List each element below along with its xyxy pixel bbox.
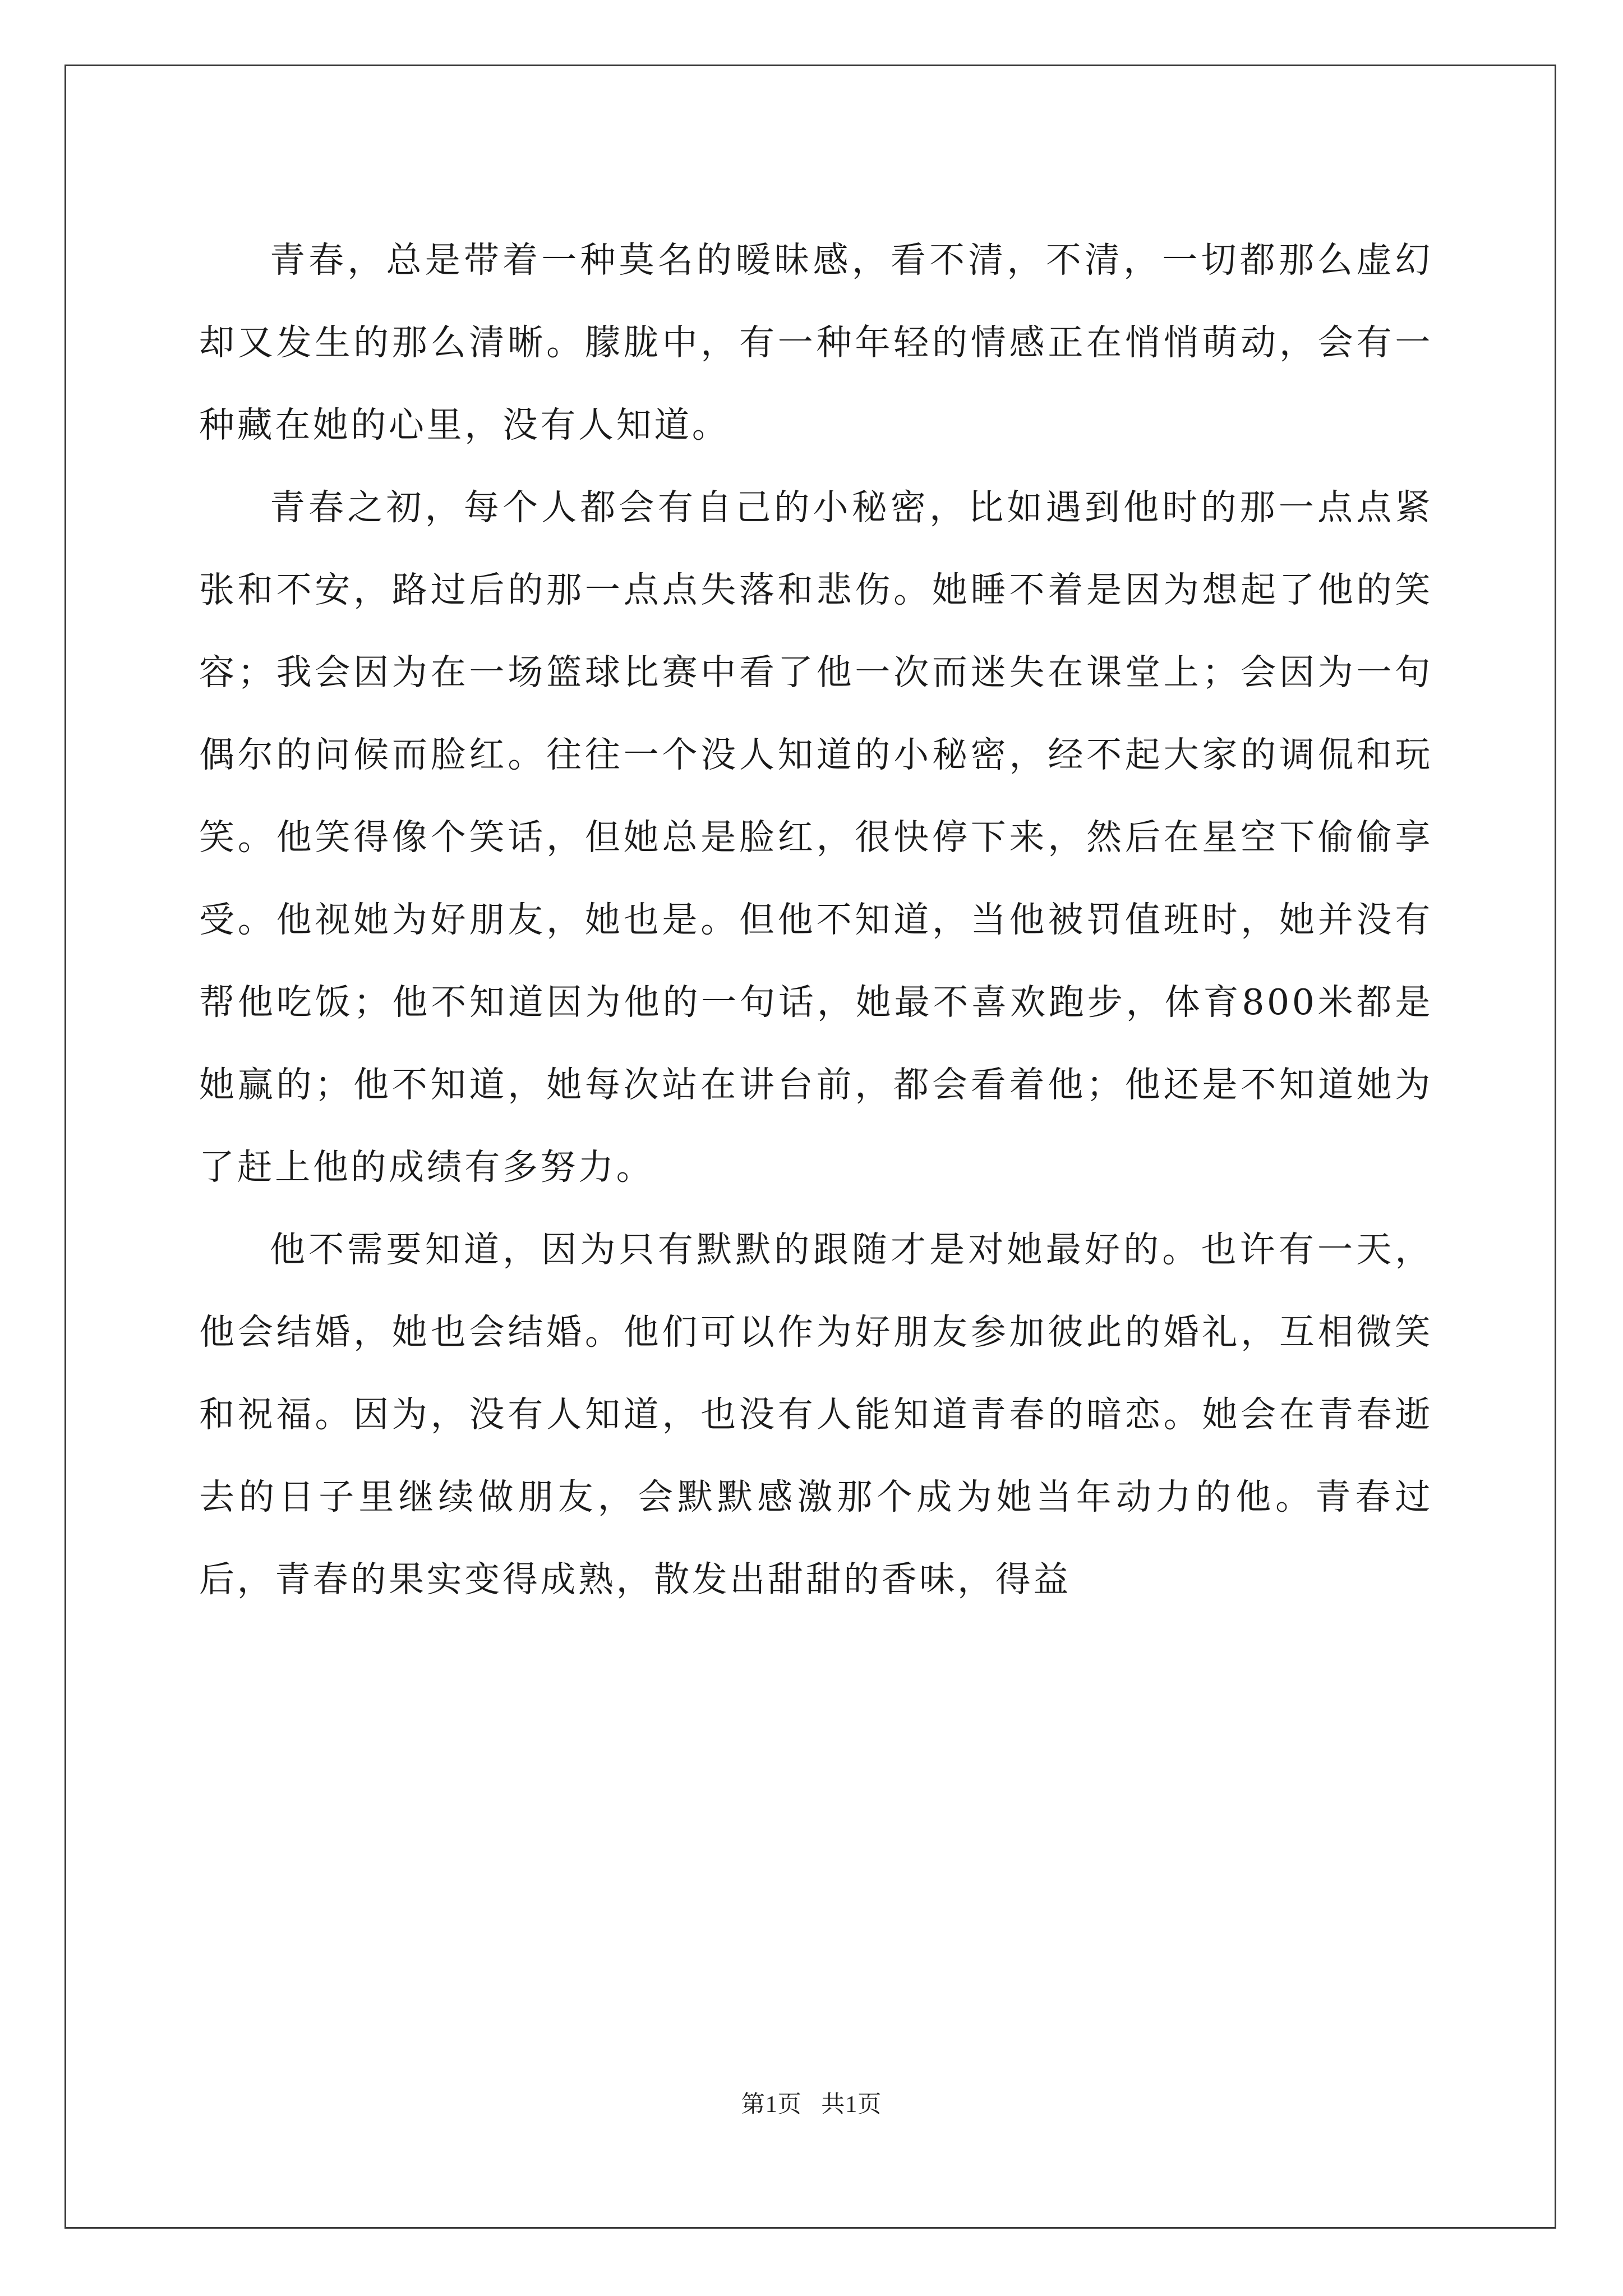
page-footer: [0, 2086, 1623, 2119]
page-total: 共1页: [821, 2092, 882, 2118]
paragraph-2: 青春之初，每个人都会有自己的小秘密，比如遇到他时的那一点点紧张和不安，路过后的那一点点失落和悲伤。她睡不着是因为想起了他的笑容；我会因为在一场篮球比赛中看了他一次而迷失在课堂上；会因为一句偶尔的问候而脸红。往往一个没人知道的小秘密，经不起大家的调侃和玩笑。他笑得像个笑话，但她总是脸红，很快停下来，然后在星空下偷偷享受。他视她为好朋友，她也是。但他不知道，当他被罚值班时，她并没有帮他吃饭；他不知道因为他的一句话，她最不喜欢跑步，体育800米都是她赢的；他不知道，她每次站在讲台前，都会看着他；他还是不知道她为了赶上他的成绩有多努力。: [199, 487, 1433, 1188]
paragraph-3: 他不需要知道，因为只有默默的跟随才是对她最好的。也许有一天，他会结婚，她也会结婚。他们可以作为好朋友参加彼此的婚礼，互相微笑和祝福。因为，没有人知道，也没有人能知道青春的暗恋。她会在青春逝去的日子里继续做朋友，会默默感激那个成为她当年动力的他。青春过后，青春的果实变得成熟，散发出甜甜的香味，得益: [199, 1229, 1433, 1600]
page-number: 第1页: [741, 2092, 802, 2118]
footer-spacer: [802, 2092, 822, 2118]
paragraph-1: 青春，总是带着一种莫名的暧昧感，看不清，不清，一切都那么虚幻却又发生的那么清晰。朦胧中，有一种年轻的情感正在悄悄萌动，会有一种藏在她的心里，没有人知道。: [199, 240, 1433, 445]
document-body: [199, 219, 1433, 1621]
